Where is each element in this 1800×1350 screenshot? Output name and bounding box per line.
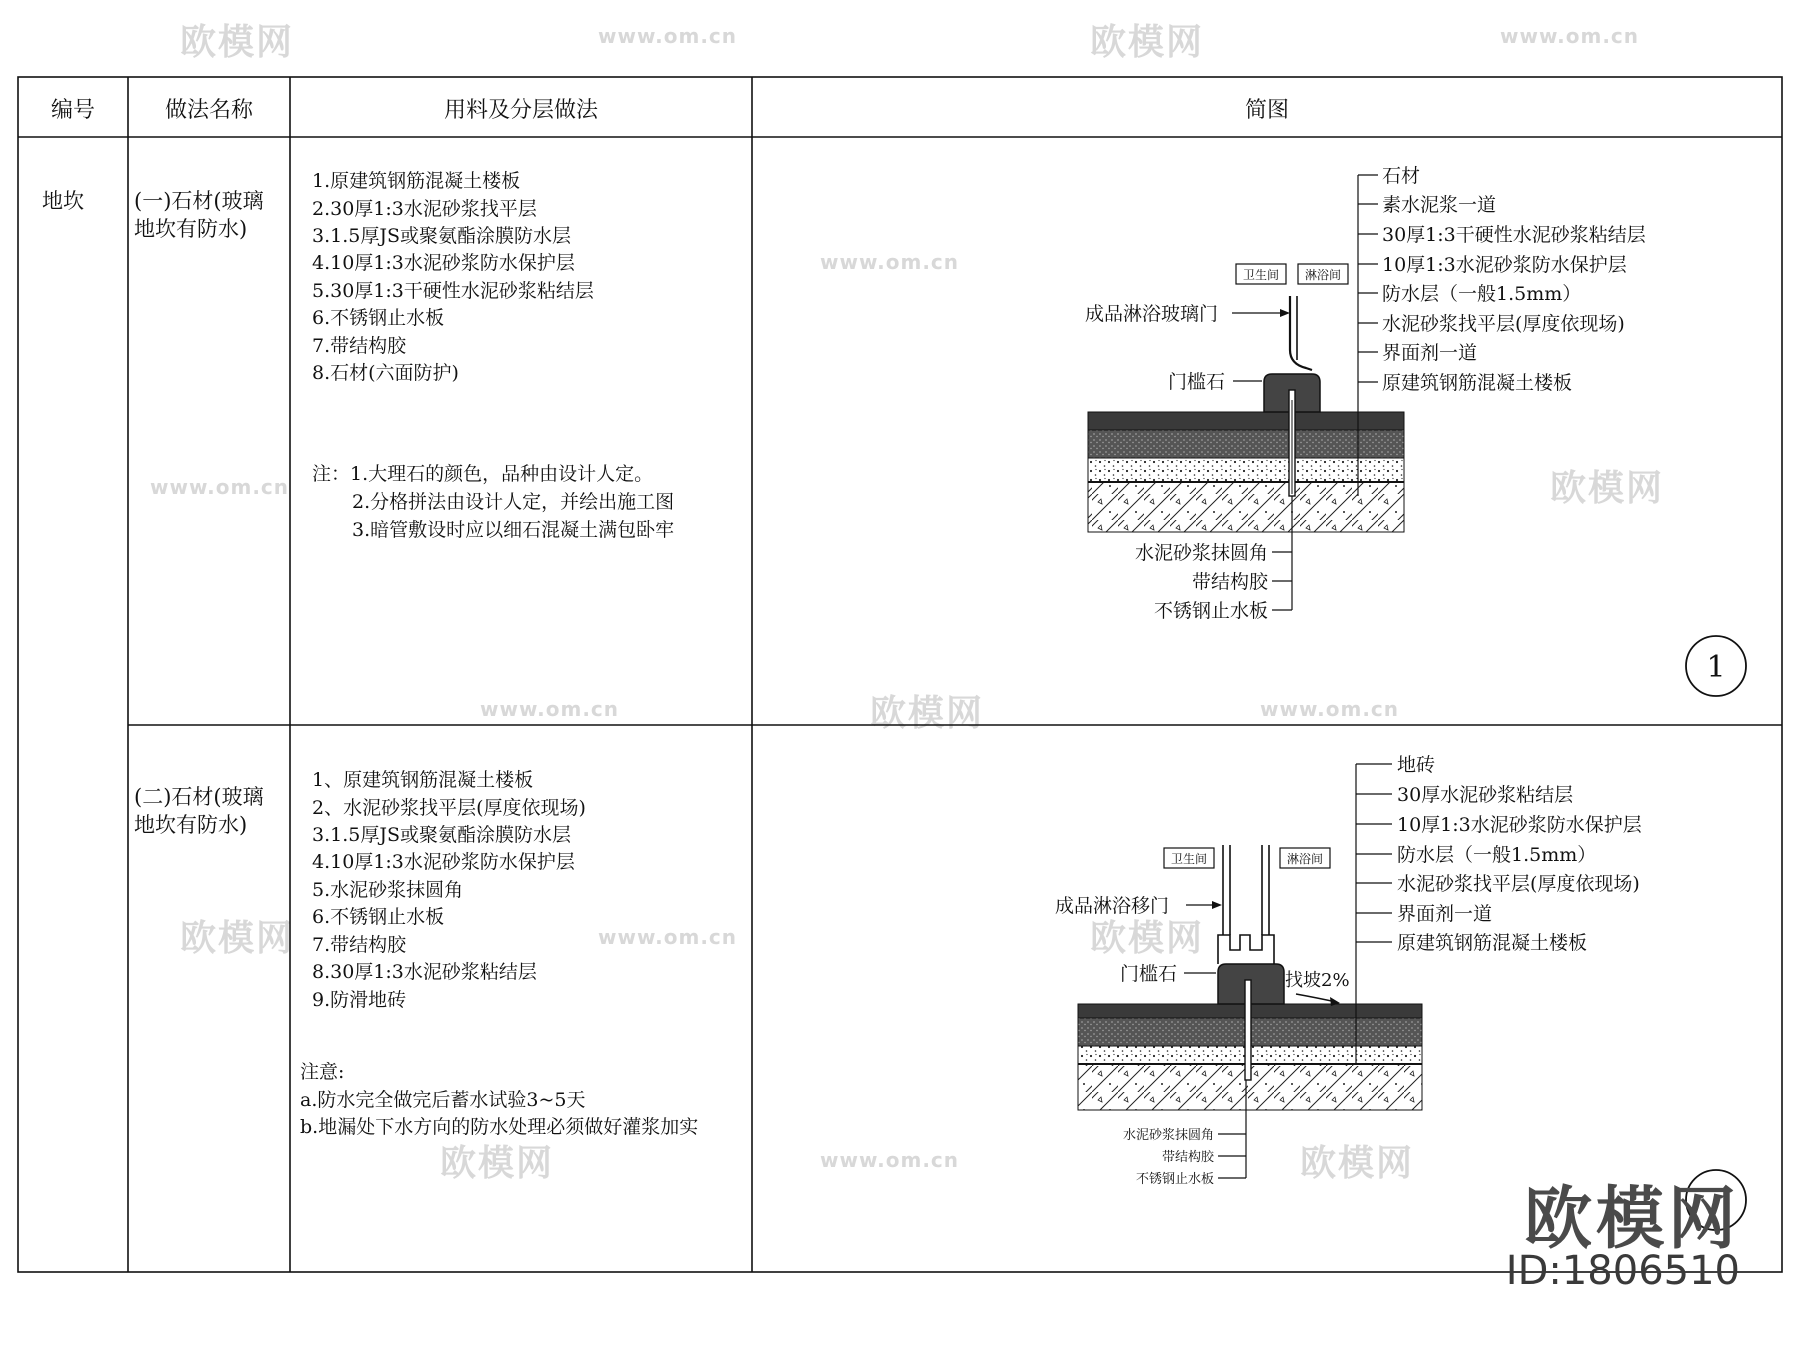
detail-number: 1 (1706, 650, 1726, 685)
material-step: 2.30厚1:3水泥砂浆找平层 (312, 198, 537, 220)
glass-door (1290, 296, 1312, 370)
watermark-logo: 欧模网 (180, 918, 295, 959)
watermark-logo: 欧模网 (180, 22, 295, 63)
slab-layer (1088, 482, 1404, 532)
method-name-line2: 地坎有防水) (134, 813, 248, 837)
bottom-label: 不锈钢止水板 (1153, 600, 1268, 622)
row-1 (134, 165, 1746, 696)
material-step: 4.10厚1:3水泥砂浆防水保护层 (312, 851, 575, 873)
room-tag-right: 淋浴间 (1304, 268, 1342, 282)
sill-label: 门槛石 (1120, 963, 1178, 985)
material-step: 7.带结构胶 (312, 335, 407, 357)
layer-label: 水泥砂浆找平层(厚度依现场) (1382, 313, 1625, 335)
method-name-line2: 地坎有防水) (134, 217, 248, 241)
watermark-url: www.om.cn (598, 24, 738, 48)
watermark-logo: 欧模网 (1550, 468, 1665, 509)
material-step: 2、水泥砂浆找平层(厚度依现场) (312, 797, 586, 819)
material-step: 3.1.5厚JS或聚氨酯涂膜防水层 (312, 824, 571, 846)
leveling-layer (1088, 458, 1404, 482)
watermark-logo: 欧模网 (870, 693, 985, 734)
water-stop-plate (1245, 980, 1251, 1080)
detail-diagram-1 (1085, 165, 1746, 696)
material-step: 1、原建筑钢筋混凝土楼板 (312, 769, 534, 791)
bottom-label: 不锈钢止水板 (1135, 1172, 1214, 1187)
note-line: b.地漏处下水方向的防水处理必须做好灌浆加实 (300, 1116, 699, 1138)
watermark-url: www.om.cn (150, 475, 290, 499)
watermark-logo: 欧模网 (440, 1143, 555, 1184)
layer-label: 10厚1:3水泥砂浆防水保护层 (1397, 814, 1642, 836)
watermark-logo: 欧模网 (1090, 22, 1205, 63)
header-materials: 用料及分层做法 (443, 98, 599, 123)
header-method-name: 做法名称 (164, 98, 254, 123)
room-tag-left: 卫生间 (1242, 268, 1280, 282)
layer-label: 水泥砂浆找平层(厚度依现场) (1397, 873, 1640, 895)
layer-label: 素水泥浆一道 (1382, 194, 1497, 216)
sliding-door (1218, 845, 1274, 964)
sill-label: 门槛石 (1168, 371, 1226, 393)
bottom-label: 水泥砂浆抹圆角 (1122, 1128, 1214, 1143)
note-line: a.防水完全做完后蓄水试验3~5天 (300, 1089, 586, 1111)
watermark-url: www.om.cn (820, 250, 960, 274)
watermark-url: www.om.cn (1500, 24, 1640, 48)
room-tag-left: 卫生间 (1170, 852, 1208, 866)
material-step: 6.不锈钢止水板 (312, 906, 445, 928)
layer-label: 10厚1:3水泥砂浆防水保护层 (1382, 254, 1627, 276)
method-name-line1: (二)石材(玻璃 (134, 785, 264, 809)
layer-label: 防水层（一般1.5mm） (1382, 283, 1582, 305)
method-name-line1: (一)石材(玻璃 (134, 189, 264, 213)
model-id: ID:1806510 (1505, 1248, 1740, 1294)
group-code: 地坎 (42, 189, 84, 213)
layer-label: 30厚水泥砂浆粘结层 (1397, 784, 1574, 806)
watermark-url: www.om.cn (598, 925, 738, 949)
bottom-label: 带结构胶 (1191, 571, 1268, 593)
layer-label: 原建筑钢筋混凝土楼板 (1397, 932, 1588, 954)
note-line: 注：1.大理石的颜色，品种由设计人定。 (312, 463, 654, 485)
material-step: 1.原建筑钢筋混凝土楼板 (312, 170, 521, 192)
bottom-label: 水泥砂浆抹圆角 (1134, 542, 1268, 564)
room-tag-right: 淋浴间 (1286, 852, 1324, 866)
watermark-url: www.om.cn (820, 1148, 960, 1172)
layer-label: 原建筑钢筋混凝土楼板 (1382, 372, 1573, 394)
material-step: 6.不锈钢止水板 (312, 307, 445, 329)
slope-label: 找坡2% (1285, 970, 1350, 991)
material-step: 7.带结构胶 (312, 934, 407, 956)
watermark-url: www.om.cn (480, 697, 620, 721)
header-code: 编号 (50, 98, 96, 123)
bonding-layer (1088, 430, 1404, 458)
material-step: 5.水泥砂浆抹圆角 (312, 879, 464, 901)
door-label: 成品淋浴玻璃门 (1085, 303, 1219, 325)
material-step: 4.10厚1:3水泥砂浆防水保护层 (312, 252, 575, 274)
watermark-logo: 欧模网 (1090, 918, 1205, 959)
material-step: 9.防滑地砖 (312, 989, 407, 1011)
header-diagram: 简图 (1244, 98, 1290, 123)
material-step: 8.30厚1:3水泥砂浆粘结层 (312, 961, 537, 983)
note-line: 3.暗管敷设时应以细石混凝土满包卧牢 (352, 519, 675, 541)
layer-label: 地砖 (1397, 754, 1436, 776)
layer-label: 界面剂一道 (1397, 903, 1493, 925)
door-label: 成品淋浴移门 (1055, 895, 1170, 917)
layer-label: 防水层（一般1.5mm） (1397, 844, 1597, 866)
notes-title: 注意: (300, 1061, 345, 1083)
layer-label: 石材 (1382, 165, 1421, 187)
material-step: 3.1.5厚JS或聚氨酯涂膜防水层 (312, 225, 571, 247)
watermark-url: www.om.cn (1260, 697, 1400, 721)
stone-layer (1088, 412, 1404, 430)
bottom-label: 带结构胶 (1161, 1150, 1214, 1165)
material-step: 8.石材(六面防护) (312, 362, 459, 384)
brand-watermark: 欧模网 (1523, 1180, 1740, 1259)
detail-diagram-2 (1055, 754, 1746, 1230)
note-line: 2.分格拼法由设计人定，并绘出施工图 (352, 491, 675, 513)
material-step: 5.30厚1:3干硬性水泥砂浆粘结层 (312, 280, 594, 302)
row-2 (134, 754, 1746, 1230)
layer-label: 30厚1:3干硬性水泥砂浆粘结层 (1382, 224, 1646, 246)
watermark-logo: 欧模网 (1300, 1143, 1415, 1184)
layer-label: 界面剂一道 (1382, 342, 1478, 364)
